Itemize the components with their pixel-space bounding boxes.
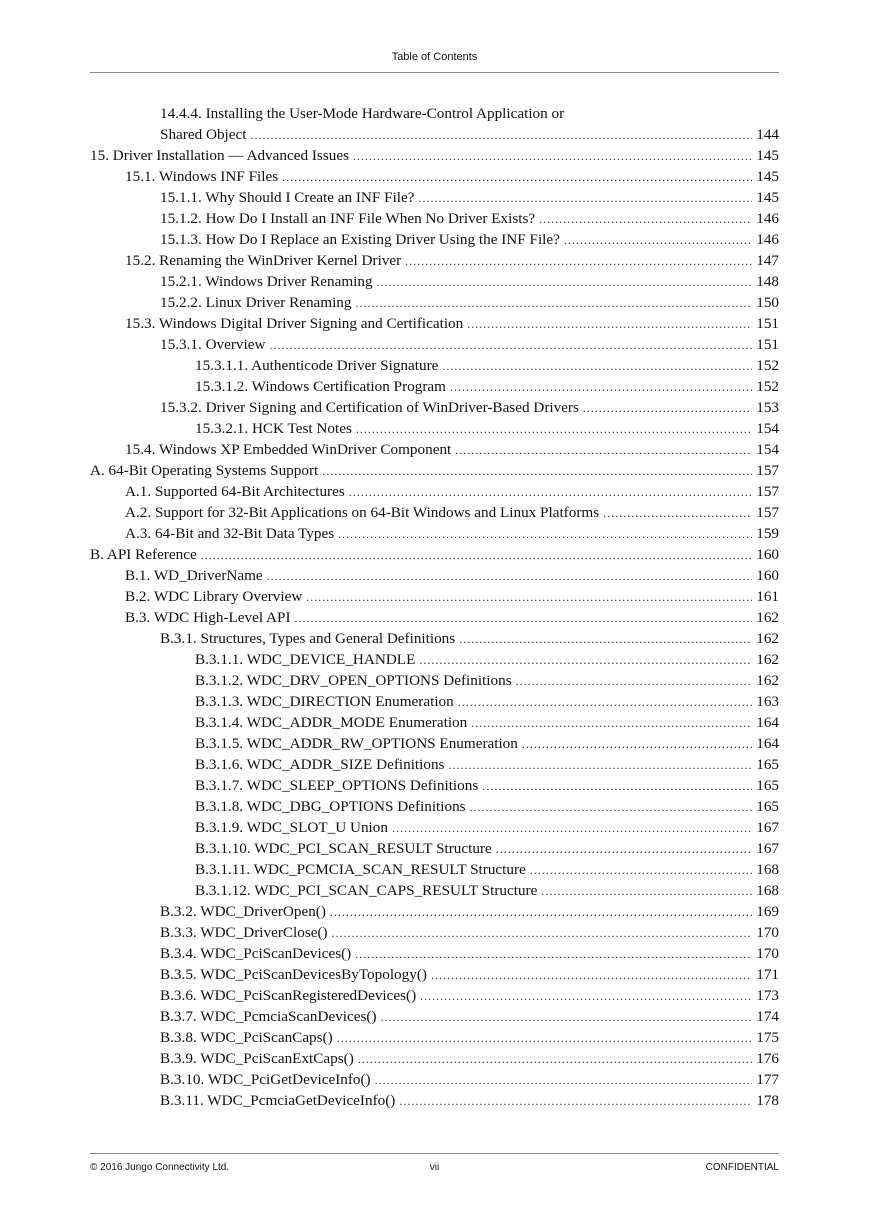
toc-entry-page: 146 bbox=[756, 231, 779, 248]
toc-entry-title: B.3.3. WDC_DriverClose() bbox=[160, 924, 328, 941]
footer-confidential: CONFIDENTIAL bbox=[705, 1162, 779, 1173]
toc-entry-title: 15.4. Windows XP Embedded WinDriver Component bbox=[125, 441, 452, 458]
toc-entry[interactable] bbox=[90, 502, 779, 523]
toc-entry-title: 15.1.3. How Do I Replace an Existing Driver Using the INF File? bbox=[160, 231, 560, 248]
toc-entry-page: 168 bbox=[756, 861, 779, 878]
toc-entry-page: 170 bbox=[756, 945, 779, 962]
toc-entry-title: 15.3.1. Overview bbox=[160, 336, 266, 353]
dot-leader bbox=[295, 607, 753, 629]
toc-entry-page: 157 bbox=[756, 462, 779, 479]
toc-entry-title: B.3.6. WDC_PciScanRegisteredDevices() bbox=[160, 987, 417, 1004]
toc-entry-title: B.3.1.3. WDC_DIRECTION Enumeration bbox=[195, 693, 454, 710]
toc-entry-page: 173 bbox=[756, 987, 779, 1004]
dot-leader bbox=[201, 544, 753, 566]
toc-entry-title: B.3.4. WDC_PciScanDevices() bbox=[160, 945, 352, 962]
toc-entry-title: B.3.1.10. WDC_PCI_SCAN_RESULT Structure bbox=[195, 840, 492, 857]
dot-leader bbox=[448, 754, 752, 776]
toc-entry-page: 148 bbox=[756, 273, 779, 290]
toc-entry-page: 169 bbox=[756, 903, 779, 920]
toc-entry-page: 167 bbox=[756, 819, 779, 836]
dot-leader bbox=[455, 439, 752, 461]
toc-entry-page: 147 bbox=[756, 252, 779, 269]
toc-entry[interactable] bbox=[90, 166, 779, 187]
dot-leader bbox=[516, 670, 753, 692]
toc-entry[interactable] bbox=[90, 376, 779, 397]
toc-entry[interactable] bbox=[90, 481, 779, 502]
toc-entry-title: 15.2.2. Linux Driver Renaming bbox=[160, 294, 352, 311]
toc-entry[interactable] bbox=[90, 187, 779, 208]
toc-entry-page: 162 bbox=[756, 630, 779, 647]
toc-entry-page: 152 bbox=[756, 378, 779, 395]
toc-entry[interactable] bbox=[90, 208, 779, 229]
toc-entry-page: 171 bbox=[756, 966, 779, 983]
toc-entry-page: 165 bbox=[756, 777, 779, 794]
dot-leader bbox=[541, 880, 752, 902]
toc-entry-title: 15.3.2.1. HCK Test Notes bbox=[195, 420, 352, 437]
toc-entry-page: 177 bbox=[756, 1071, 779, 1088]
toc-entry-title: Shared Object bbox=[160, 126, 247, 143]
running-header: Table of Contents bbox=[391, 51, 478, 63]
toc-entry-title: B.3.1. Structures, Types and General Definitions bbox=[160, 630, 456, 647]
dot-leader bbox=[330, 901, 752, 923]
toc-entry-page: 162 bbox=[756, 609, 779, 626]
toc-entry[interactable] bbox=[90, 103, 779, 124]
toc-entry[interactable] bbox=[90, 985, 779, 1006]
toc-entry-page: 170 bbox=[756, 924, 779, 941]
toc-entry[interactable] bbox=[90, 838, 779, 859]
dot-leader bbox=[338, 523, 752, 545]
dot-leader bbox=[358, 1048, 752, 1070]
toc-entry-title: 15.1.1. Why Should I Create an INF File? bbox=[160, 189, 415, 206]
toc-entry[interactable] bbox=[90, 922, 779, 943]
dot-leader bbox=[399, 1090, 752, 1112]
dot-leader bbox=[392, 817, 752, 839]
toc-entry-page: 151 bbox=[756, 315, 779, 332]
dot-leader bbox=[450, 376, 752, 398]
dot-leader bbox=[431, 964, 752, 986]
toc-entry-page: 145 bbox=[756, 168, 779, 185]
dot-leader bbox=[381, 1006, 753, 1028]
toc-entry-page: 168 bbox=[756, 882, 779, 899]
toc-entry-page: 162 bbox=[756, 672, 779, 689]
toc-entry[interactable] bbox=[90, 901, 779, 922]
toc-entry[interactable] bbox=[90, 1090, 779, 1111]
toc-entry-page: 144 bbox=[756, 126, 779, 143]
toc-entry-page: 165 bbox=[756, 756, 779, 773]
toc-entry[interactable] bbox=[90, 397, 779, 418]
dot-leader bbox=[377, 271, 753, 293]
toc-entry-title: B.3.2. WDC_DriverOpen() bbox=[160, 903, 326, 920]
footer-copyright: © 2016 Jungo Connectivity Ltd. bbox=[90, 1162, 230, 1173]
dot-leader bbox=[419, 187, 753, 209]
toc-entry[interactable] bbox=[90, 964, 779, 985]
toc-entry[interactable] bbox=[90, 460, 779, 481]
toc-entry-page: 165 bbox=[756, 798, 779, 815]
dot-leader bbox=[458, 691, 752, 713]
toc-entry-title: A.2. Support for 32-Bit Applications on 64-Bit Windows and Linux Platforms bbox=[125, 504, 600, 521]
toc-entry-title: B.3.8. WDC_PciScanCaps() bbox=[160, 1029, 333, 1046]
dot-leader bbox=[496, 838, 752, 860]
toc-entry[interactable] bbox=[90, 334, 779, 355]
toc-entry-title: A.1. Supported 64-Bit Architectures bbox=[125, 483, 345, 500]
dot-leader bbox=[470, 796, 753, 818]
toc-entry-page: 157 bbox=[756, 483, 779, 500]
toc-entry-title: 14.4.4. Installing the User-Mode Hardware-Control Application or bbox=[160, 105, 565, 122]
toc-entry-title: B.3.1.2. WDC_DRV_OPEN_OPTIONS Definitions bbox=[195, 672, 512, 689]
toc-entry[interactable] bbox=[90, 607, 779, 628]
toc-entry-title: B.2. WDC Library Overview bbox=[125, 588, 303, 605]
toc-entry-page: 157 bbox=[756, 504, 779, 521]
dot-leader bbox=[530, 859, 752, 881]
toc-entry[interactable] bbox=[90, 292, 779, 313]
toc-entry[interactable] bbox=[90, 1006, 779, 1027]
toc-entry-page: 167 bbox=[756, 840, 779, 857]
toc-entry-page: 151 bbox=[756, 336, 779, 353]
toc-entry-title: 15.1.2. How Do I Install an INF File When No Driver Exists? bbox=[160, 210, 536, 227]
toc-entry-page: 162 bbox=[756, 651, 779, 668]
toc-entry[interactable] bbox=[90, 775, 779, 796]
dot-leader bbox=[349, 481, 752, 503]
toc-entry-page: 159 bbox=[756, 525, 779, 542]
toc-entry-page: 163 bbox=[756, 693, 779, 710]
toc-entry-title: B.3.7. WDC_PcmciaScanDevices() bbox=[160, 1008, 377, 1025]
toc-entry[interactable] bbox=[90, 145, 779, 166]
toc-entry-title: B. API Reference bbox=[90, 546, 197, 563]
dot-leader bbox=[471, 712, 752, 734]
dot-leader bbox=[522, 733, 752, 755]
dot-leader bbox=[356, 292, 753, 314]
toc-entry[interactable] bbox=[90, 754, 779, 775]
toc-entry-title: 15.2.1. Windows Driver Renaming bbox=[160, 273, 373, 290]
toc-entry[interactable] bbox=[90, 712, 779, 733]
toc-entry[interactable] bbox=[90, 229, 779, 250]
toc-entry-page: 154 bbox=[756, 441, 779, 458]
toc-entry-title: B.3.1.9. WDC_SLOT_U Union bbox=[195, 819, 388, 836]
toc-entry-page: 176 bbox=[756, 1050, 779, 1067]
toc-entry-page: 150 bbox=[756, 294, 779, 311]
toc-entry[interactable] bbox=[90, 565, 779, 586]
dot-leader bbox=[419, 649, 752, 671]
toc-entry[interactable] bbox=[90, 733, 779, 754]
dot-leader bbox=[332, 922, 753, 944]
dot-leader bbox=[482, 775, 752, 797]
toc-entry-title: B.3.10. WDC_PciGetDeviceInfo() bbox=[160, 1071, 371, 1088]
toc-entry[interactable] bbox=[90, 250, 779, 271]
toc-entry[interactable] bbox=[90, 355, 779, 376]
toc-entry-page: 161 bbox=[756, 588, 779, 605]
toc-entry-title: 15. Driver Installation — Advanced Issues bbox=[90, 147, 349, 164]
toc-entry[interactable] bbox=[90, 1048, 779, 1069]
toc-entry-title: B.1. WD_DriverName bbox=[125, 567, 263, 584]
dot-leader bbox=[405, 250, 752, 272]
toc-entry-title: B.3.1.5. WDC_ADDR_RW_OPTIONS Enumeration bbox=[195, 735, 518, 752]
dot-leader bbox=[250, 124, 752, 146]
toc-entry[interactable] bbox=[90, 544, 779, 565]
toc-entry[interactable] bbox=[90, 670, 779, 691]
toc-entry-title: A.3. 64-Bit and 32-Bit Data Types bbox=[125, 525, 335, 542]
toc-entry-title: B.3. WDC High-Level API bbox=[125, 609, 291, 626]
dot-leader bbox=[420, 985, 752, 1007]
toc-entry-page: 174 bbox=[756, 1008, 779, 1025]
toc-entry-page: 146 bbox=[756, 210, 779, 227]
dot-leader bbox=[355, 943, 752, 965]
toc-entry-title: B.3.1.4. WDC_ADDR_MODE Enumeration bbox=[195, 714, 468, 731]
toc-entry[interactable] bbox=[90, 586, 779, 607]
toc-entry[interactable] bbox=[90, 649, 779, 670]
toc-entry-title: B.3.5. WDC_PciScanDevicesByTopology() bbox=[160, 966, 427, 983]
toc-entry[interactable] bbox=[90, 796, 779, 817]
dot-leader bbox=[564, 229, 752, 251]
toc-entry-title: B.3.1.1. WDC_DEVICE_HANDLE bbox=[195, 651, 416, 668]
toc-entry-title: B.3.11. WDC_PcmciaGetDeviceInfo() bbox=[160, 1092, 396, 1109]
toc-entry-page: 152 bbox=[756, 357, 779, 374]
toc-entry[interactable] bbox=[90, 817, 779, 838]
dot-leader bbox=[269, 334, 752, 356]
toc-entry-title: 15.3.2. Driver Signing and Certification of WinDriver-Based Drivers bbox=[160, 399, 579, 416]
toc-entry-page: 160 bbox=[756, 546, 779, 563]
toc-entry-title: A. 64-Bit Operating Systems Support bbox=[90, 462, 319, 479]
toc-entry[interactable] bbox=[90, 628, 779, 649]
toc-entry-page: 164 bbox=[756, 735, 779, 752]
toc-entry-title: B.3.1.12. WDC_PCI_SCAN_CAPS_RESULT Structure bbox=[195, 882, 538, 899]
toc-entry-page: 145 bbox=[756, 189, 779, 206]
toc-entry[interactable] bbox=[90, 418, 779, 439]
toc-entry-title: 15.2. Renaming the WinDriver Kernel Driver bbox=[125, 252, 402, 269]
dot-leader bbox=[306, 586, 752, 608]
toc-entry-page: 154 bbox=[756, 420, 779, 437]
dot-leader bbox=[282, 166, 752, 188]
dot-leader bbox=[267, 565, 753, 587]
header-rule bbox=[90, 72, 779, 73]
table-of-contents bbox=[90, 103, 779, 1111]
toc-entry-page: 178 bbox=[756, 1092, 779, 1109]
toc-entry-title: B.3.1.7. WDC_SLEEP_OPTIONS Definitions bbox=[195, 777, 479, 794]
dot-leader bbox=[603, 502, 752, 524]
toc-entry-page: 153 bbox=[756, 399, 779, 416]
toc-entry-title: 15.3.1.2. Windows Certification Program bbox=[195, 378, 446, 395]
toc-entry[interactable] bbox=[90, 523, 779, 544]
toc-entry-title: 15.1. Windows INF Files bbox=[125, 168, 279, 185]
dot-leader bbox=[459, 628, 752, 650]
toc-entry[interactable] bbox=[90, 124, 779, 145]
toc-entry[interactable] bbox=[90, 1027, 779, 1048]
dot-leader bbox=[583, 397, 752, 419]
toc-entry-page: 160 bbox=[756, 567, 779, 584]
toc-entry[interactable] bbox=[90, 1069, 779, 1090]
dot-leader bbox=[337, 1027, 753, 1049]
toc-entry-title: B.3.9. WDC_PciScanExtCaps() bbox=[160, 1050, 354, 1067]
dot-leader bbox=[353, 145, 752, 167]
toc-entry[interactable] bbox=[90, 859, 779, 880]
toc-entry-title: B.3.1.11. WDC_PCMCIA_SCAN_RESULT Structure bbox=[195, 861, 526, 878]
toc-entry-title: 15.3.1.1. Authenticode Driver Signature bbox=[195, 357, 439, 374]
toc-entry-title: B.3.1.8. WDC_DBG_OPTIONS Definitions bbox=[195, 798, 466, 815]
toc-entry[interactable] bbox=[90, 880, 779, 901]
toc-entry[interactable] bbox=[90, 313, 779, 334]
toc-entry[interactable] bbox=[90, 439, 779, 460]
dot-leader bbox=[467, 313, 752, 335]
toc-entry-title: B.3.1.6. WDC_ADDR_SIZE Definitions bbox=[195, 756, 445, 773]
dot-leader bbox=[539, 208, 752, 230]
toc-entry-page: 164 bbox=[756, 714, 779, 731]
dot-leader bbox=[442, 355, 752, 377]
dot-leader bbox=[375, 1069, 753, 1091]
toc-entry-page: 145 bbox=[756, 147, 779, 164]
toc-entry[interactable] bbox=[90, 943, 779, 964]
dot-leader bbox=[322, 460, 752, 482]
footer-rule bbox=[90, 1153, 779, 1154]
toc-entry-page: 175 bbox=[756, 1029, 779, 1046]
footer-page-number: vii bbox=[429, 1162, 440, 1173]
dot-leader bbox=[356, 418, 752, 440]
toc-entry[interactable] bbox=[90, 691, 779, 712]
toc-entry-title: 15.3. Windows Digital Driver Signing and Certification bbox=[125, 315, 464, 332]
toc-entry[interactable] bbox=[90, 271, 779, 292]
